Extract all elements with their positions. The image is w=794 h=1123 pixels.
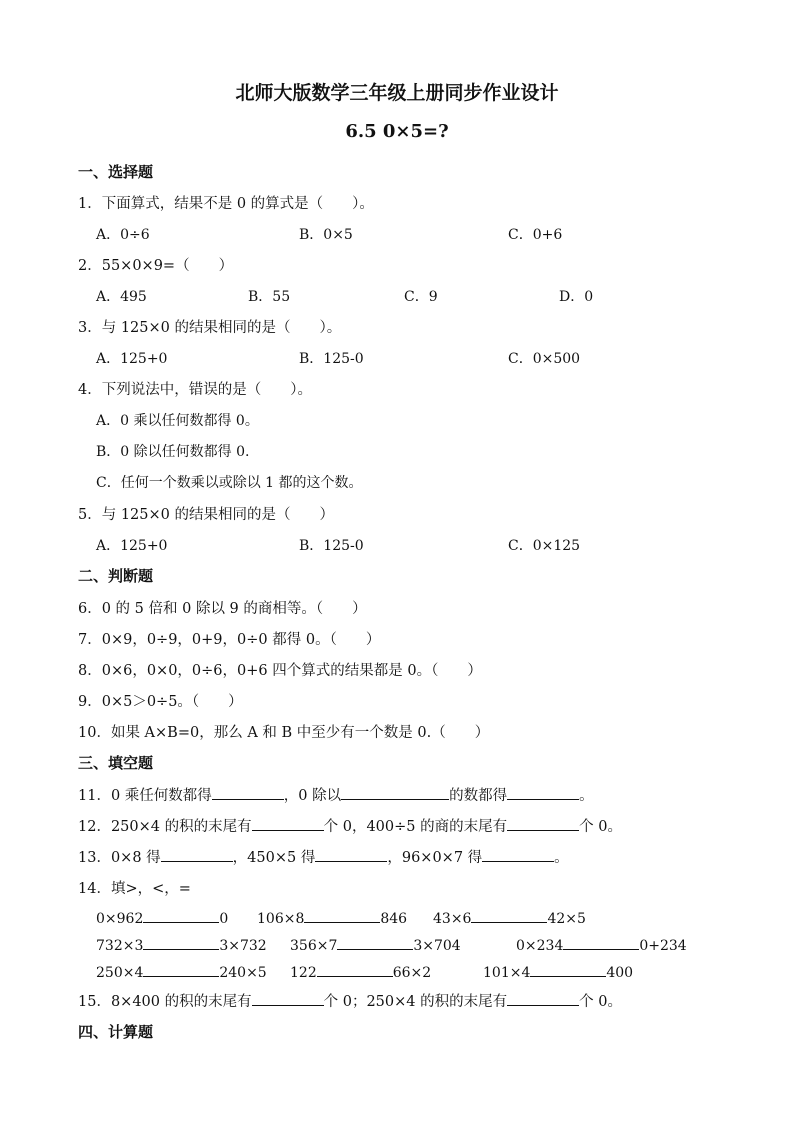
question-9: 9．0×5＞0÷5。（ ） [78,694,243,710]
compare-item: 732×3 3×732 [96,935,267,954]
answer-blank[interactable] [252,816,324,831]
question-1: 1．下面算式，结果不是 0 的算式是（ ）。 [78,196,374,212]
answer-blank[interactable] [341,785,449,800]
answer-blank[interactable] [252,991,324,1006]
compare-item: 250×4 240×5 [96,962,267,981]
q11-part-3: 的数都得 [449,788,508,804]
question-4: 4．下列说法中，错误的是（ ）。 [78,382,312,398]
compare-item: 43×6 42×5 [433,908,586,927]
answer-blank[interactable] [471,908,547,923]
answer-blank[interactable] [507,991,579,1006]
q12-part-3: 个 0。 [579,819,622,835]
q15-part-3: 个 0。 [579,994,622,1010]
compare-item: 0×234 0+234 [516,935,687,954]
q1-option-a: A．0÷6 [96,227,150,243]
q11-part-4: 。 [579,788,594,804]
answer-blank[interactable] [315,847,387,862]
q3-option-b: B．125-0 [299,351,364,367]
question-10: 10．如果 A×B=0，那么 A 和 B 中至少有一个数是 0.（ ） [78,725,490,741]
answer-blank[interactable] [304,908,380,923]
answer-blank[interactable] [337,935,413,950]
section-heading-choice: 一、选择题 [78,163,154,181]
question-6: 6．0 的 5 倍和 0 除以 9 的商相等。（ ） [78,601,367,617]
question-2: 2．55×0×9=（ ） [78,258,234,274]
question-8: 8．0×6，0×0，0÷6，0+6 四个算式的结果都是 0。（ ） [78,663,482,679]
q5-option-a: A．125+0 [96,538,168,554]
question-5: 5．与 125×0 的结果相同的是（ ） [78,507,334,523]
q11-part-1: 11．0 乘任何数都得 [78,788,212,804]
answer-blank[interactable] [143,935,219,950]
q5-option-b: B．125-0 [299,538,364,554]
q15-part-2: 个 0；250×4 的积的末尾有 [323,994,508,1010]
q15-part-1: 15．8×400 的积的末尾有 [78,994,252,1010]
q2-option-b: B．55 [248,289,291,305]
compare-item: 0×962 0 [96,908,228,927]
q13-part-1: 13．0×8 得 [78,850,161,866]
section-heading-fill: 三、填空题 [78,754,154,772]
question-13 [78,846,569,867]
answer-blank[interactable] [507,785,579,800]
q1-option-c: C．0+6 [508,227,563,243]
answer-blank[interactable] [143,962,219,977]
answer-blank[interactable] [212,785,284,800]
question-3: 3．与 125×0 的结果相同的是（ ）。 [78,320,342,336]
compare-item: 356×7 3×704 [290,935,461,954]
question-11 [78,784,594,805]
answer-blank[interactable] [317,962,393,977]
question-7: 7．0×9，0÷9，0+9，0÷0 都得 0。（ ） [78,632,381,648]
q5-option-c: C．0×125 [508,538,581,554]
section-heading-judge: 二、判断题 [78,567,154,585]
answer-blank[interactable] [161,847,233,862]
q3-option-a: A．125+0 [96,351,168,367]
q2-option-c: C．9 [404,289,438,305]
q4-option-c: C．任何一个数乘以或除以 1 都的这个数。 [96,475,363,491]
answer-blank[interactable] [143,908,219,923]
q1-option-b: B．0×5 [299,227,353,243]
page-title: 北师大版数学三年级上册同步作业设计 [235,82,559,104]
question-12 [78,815,622,836]
question-14: 14．填>，<，= [78,881,191,897]
q4-option-b: B．0 除以任何数都得 0. [96,444,250,460]
section-heading-calc: 四、计算题 [78,1023,154,1041]
q3-option-c: C．0×500 [508,351,581,367]
q11-part-2: ，0 除以 [283,788,342,804]
q4-option-a: A．0 乘以任何数都得 0。 [96,413,259,429]
answer-blank[interactable] [530,962,606,977]
answer-blank[interactable] [563,935,639,950]
question-15 [78,990,622,1011]
q12-part-2: 个 0，400÷5 的商的末尾有 [323,819,508,835]
compare-item: 101×4 400 [483,962,633,981]
q12-part-1: 12．250×4 的积的末尾有 [78,819,252,835]
q2-option-a: A．495 [96,289,147,305]
compare-item: 106×8 846 [257,908,407,927]
q13-part-4: 。 [554,850,569,866]
q2-option-d: D．0 [559,289,594,305]
answer-blank[interactable] [507,816,579,831]
page-subtitle: 6.5 0×5=? [345,121,449,142]
answer-blank[interactable] [482,847,554,862]
q13-part-3: ，96×0×7 得 [387,850,483,866]
q13-part-2: ，450×5 得 [232,850,316,866]
compare-item: 122 66×2 [290,962,431,981]
